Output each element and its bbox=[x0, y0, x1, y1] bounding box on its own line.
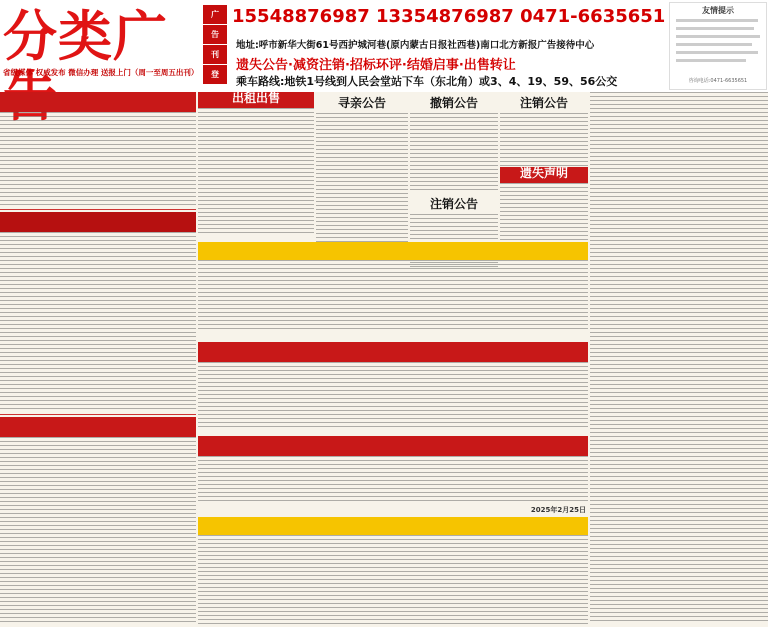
ad-body bbox=[0, 112, 196, 207]
section-cancel-1: 撤销公告 bbox=[429, 96, 478, 110]
tag-3: 刊 bbox=[203, 45, 227, 64]
ad-body bbox=[500, 183, 588, 245]
ad-heading bbox=[198, 242, 588, 260]
ad-heading bbox=[0, 92, 196, 112]
notice-line bbox=[676, 27, 754, 30]
date-caption: 2025年2月25日 bbox=[530, 506, 586, 514]
services: 遗失公告·减资注销·招标环评·结婚启事·出售转让 bbox=[236, 58, 516, 73]
address: 地址:呼市新华大街61号西护城河巷(原内蒙古日报社西巷)南口北方新报广告接待中心 bbox=[236, 40, 595, 51]
ad-heading bbox=[0, 212, 196, 232]
section-seek: 寻亲公告 bbox=[337, 96, 386, 110]
column-1 bbox=[0, 92, 196, 627]
notice-line bbox=[676, 51, 758, 54]
ad-heading bbox=[198, 517, 588, 535]
ad-body bbox=[316, 113, 408, 243]
ad-heading bbox=[0, 417, 196, 437]
ad-body bbox=[198, 535, 588, 626]
notice-line bbox=[676, 35, 760, 38]
logo-title: 分类广 bbox=[3, 4, 168, 68]
notice-line bbox=[676, 19, 758, 22]
tag-4: 登 bbox=[203, 65, 227, 84]
ads-area bbox=[0, 92, 768, 627]
route: 乘车路线:地铁1号线到人民会堂站下车（东北角）或3、4、19、59、56公交 bbox=[236, 75, 618, 88]
phone-numbers: 15548876987 13354876987 0471-6635651 bbox=[232, 6, 666, 27]
ad-body bbox=[198, 108, 314, 236]
ad-body bbox=[198, 260, 588, 330]
section-rent: 出租出售 bbox=[198, 92, 314, 108]
ad-body bbox=[0, 232, 196, 412]
ad-body bbox=[198, 456, 588, 504]
notice-title: 友情提示 bbox=[702, 6, 734, 15]
header bbox=[0, 0, 768, 92]
ad-heading bbox=[198, 436, 588, 456]
notice-line bbox=[676, 43, 752, 46]
tag-2: 告 bbox=[203, 25, 227, 44]
tag-1: 广 bbox=[203, 5, 227, 24]
section-cancel-2: 注销公告 bbox=[519, 96, 568, 110]
side-tags bbox=[203, 5, 229, 85]
column-right bbox=[590, 92, 768, 627]
notice-line bbox=[676, 59, 746, 62]
ad-body bbox=[0, 437, 196, 622]
mixed-blocks bbox=[198, 436, 588, 626]
section-lost: 遗失声明 bbox=[500, 167, 588, 183]
ad-heading bbox=[198, 342, 588, 362]
red-block-1 bbox=[198, 342, 588, 432]
yellow-block-1 bbox=[198, 242, 588, 337]
notice-box bbox=[669, 2, 767, 90]
notice-phone: 咨询电话:0471-6635651 bbox=[688, 78, 748, 84]
section-cancel-3: 注销公告 bbox=[429, 197, 478, 211]
ad-body bbox=[590, 92, 768, 622]
ad-body bbox=[500, 113, 588, 167]
ad-body bbox=[198, 362, 588, 428]
ad-body bbox=[410, 113, 498, 193]
slogan: 省级媒体 权威发布 微信办理 送报上门（周一至周五出刊） bbox=[3, 68, 199, 77]
